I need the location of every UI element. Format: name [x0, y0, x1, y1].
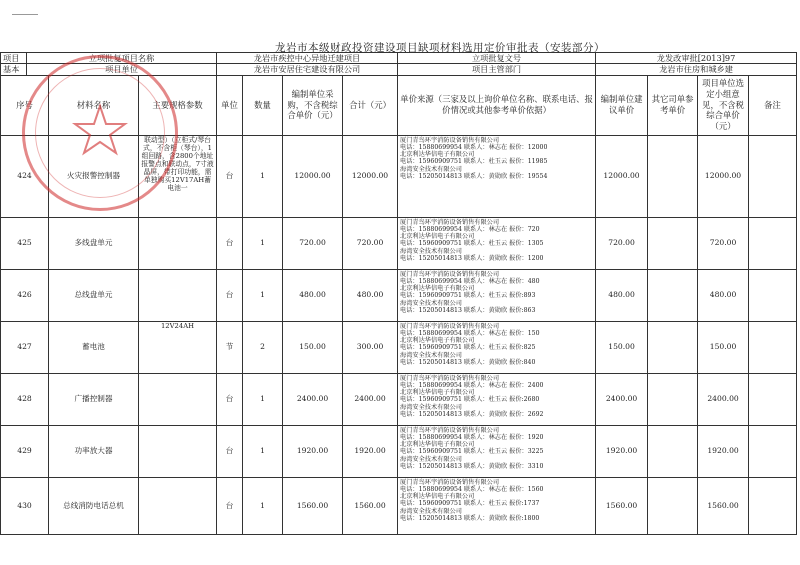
header-field-label: 项目主管部门 — [398, 64, 596, 75]
unit-cell: 台 — [217, 477, 243, 534]
reference-price-cell — [648, 477, 698, 534]
column-header: 序号 — [1, 75, 49, 135]
supervising-department: 龙岩市住房和城乡建 — [596, 64, 797, 75]
material-name: 总线消防电话总机 — [49, 477, 139, 534]
price-source-cell — [398, 217, 596, 269]
unit-cell: 台 — [217, 373, 243, 425]
quantity-cell: 1 — [243, 477, 283, 534]
unit-cell: 台 — [217, 269, 243, 321]
pricing-approval-table — [0, 52, 797, 535]
source-line: 北京利达华信电子有限公司 — [400, 233, 475, 241]
form-title: 龙岩市本级财政投资建设项目缺项材料选用定价审批表（安装部分） — [275, 42, 605, 54]
suggested-price-cell: 480.00 — [596, 269, 648, 321]
selected-price-cell: 1560.00 — [698, 477, 749, 534]
quantity-cell: 1 — [243, 425, 283, 477]
header-row-1 — [1, 53, 797, 64]
selected-price-cell: 150.00 — [698, 321, 749, 373]
project-unit: 龙岩市安居住宅建设有限公司 — [217, 64, 398, 75]
project-name: 龙岩市疾控中心异地迁建项目 — [217, 53, 398, 64]
unit-cell: 台 — [217, 425, 243, 477]
price-source-cell — [398, 321, 596, 373]
source-line: 电话：15960909751 联系人：杜玉云 报价：3225 — [400, 448, 544, 456]
material-spec: 联动型）（立柜式/琴台式，不含柜（琴台），1组回路，含2800个地址报警点和联动点，7寸液晶屏，带打印功能，需单独购买12V17AH蓄电池一 — [139, 135, 217, 217]
total-cell: 480.00 — [343, 269, 398, 321]
column-header: 其它司单参考单价 — [648, 75, 698, 135]
material-spec — [139, 269, 217, 321]
source-line: 电话：15880699954 联系人：林志在 报价：12000 — [400, 143, 548, 151]
total-cell: 12000.00 — [343, 135, 398, 217]
row-seq: 425 — [1, 217, 49, 269]
source-line: 海湾安全技术有限公司 — [400, 455, 462, 463]
unit-price-cell: 1560.00 — [283, 477, 343, 534]
source-line: 海湾安全技术有限公司 — [400, 165, 462, 173]
header-field-label: 项目单位 — [27, 64, 217, 75]
note-cell — [749, 135, 797, 217]
source-line: 电话：15960909751 联系人：杜玉云 报价:1737 — [400, 500, 540, 508]
unit-cell: 节 — [217, 321, 243, 373]
source-line: 电话：15205014813 联系人：黄勋欣 报价:840 — [400, 359, 536, 367]
material-spec — [139, 477, 217, 534]
column-header: 材料名称 — [49, 75, 139, 135]
price-source-cell — [398, 135, 596, 217]
material-spec — [139, 373, 217, 425]
source-line: 电话：15960909751 联系人：杜玉云 报价:2680 — [400, 396, 540, 404]
unit-price-cell: 150.00 — [283, 321, 343, 373]
material-spec — [139, 425, 217, 477]
row-seq: 429 — [1, 425, 49, 477]
price-source-cell — [398, 425, 596, 477]
scan-mark — [12, 14, 38, 21]
quantity-cell: 1 — [243, 269, 283, 321]
column-header: 编制单位采购，不含税综合单价（元） — [283, 75, 343, 135]
quantity-cell: 1 — [243, 217, 283, 269]
reference-price-cell — [648, 269, 698, 321]
header-row-2 — [1, 64, 797, 75]
table-row — [1, 217, 797, 269]
table-row — [1, 425, 797, 477]
price-source-cell — [398, 269, 596, 321]
quantity-cell: 1 — [243, 373, 283, 425]
note-cell — [749, 217, 797, 269]
total-cell: 1560.00 — [343, 477, 398, 534]
suggested-price-cell: 1920.00 — [596, 425, 648, 477]
material-name: 蓄电池 — [49, 321, 139, 373]
source-line: 海湾安全技术有限公司 — [400, 351, 462, 359]
reference-price-cell — [648, 135, 698, 217]
column-header: 备注 — [749, 75, 797, 135]
total-cell: 720.00 — [343, 217, 398, 269]
column-header: 单价来源（三家及以上询价单位名称、联系电话、报价情况或其他参考单价依据） — [398, 75, 596, 135]
source-line: 北京利达华信电子有限公司 — [400, 441, 475, 449]
source-line: 厦门青鸟环宇消防设备销售有限公司 — [400, 478, 500, 486]
total-cell: 2400.00 — [343, 373, 398, 425]
note-cell — [749, 321, 797, 373]
reference-price-cell — [648, 373, 698, 425]
column-header-row — [1, 75, 797, 135]
quantity-cell: 1 — [243, 135, 283, 217]
total-cell: 1920.00 — [343, 425, 398, 477]
source-line: 电话：15205014813 联系人：黄勋欣 报价：19554 — [400, 173, 548, 181]
suggested-price-cell: 150.00 — [596, 321, 648, 373]
row-seq: 426 — [1, 269, 49, 321]
source-line: 北京利达华信电子有限公司 — [400, 151, 475, 159]
source-line: 电话：15960909751 联系人：杜玉云 报价：1305 — [400, 240, 544, 248]
selected-price-cell: 720.00 — [698, 217, 749, 269]
column-header: 主要规格参数 — [139, 75, 217, 135]
source-line: 电话：15205014813 联系人：黄勋欣 报价:1800 — [400, 515, 540, 523]
note-cell — [749, 373, 797, 425]
selected-price-cell: 1920.00 — [698, 425, 749, 477]
source-line: 北京利达华信电子有限公司 — [400, 389, 475, 397]
source-line: 厦门青鸟环宇消防设备销售有限公司 — [400, 136, 500, 144]
source-line: 电话：15205014813 联系人：黄勋欣 报价：3310 — [400, 463, 544, 471]
column-header: 项目单位选定小组意见，不含税综合单价（元） — [698, 75, 749, 135]
source-line: 北京利达华信电子有限公司 — [400, 493, 475, 501]
selected-price-cell: 2400.00 — [698, 373, 749, 425]
total-cell: 300.00 — [343, 321, 398, 373]
source-line: 电话：15880699954 联系人：林志在 报价：2400 — [400, 381, 544, 389]
header-label: 基本 — [1, 64, 27, 75]
note-cell — [749, 425, 797, 477]
source-line: 北京利达华信电子有限公司 — [400, 337, 475, 345]
source-line: 厦门青鸟环宇消防设备销售有限公司 — [400, 374, 500, 382]
row-seq: 427 — [1, 321, 49, 373]
reference-price-cell — [648, 217, 698, 269]
source-line: 电话：15960909751 联系人：杜玉云 报价：11985 — [400, 158, 548, 166]
source-line: 厦门青鸟环宇消防设备销售有限公司 — [400, 426, 500, 434]
unit-price-cell: 1920.00 — [283, 425, 343, 477]
column-header: 编制单位建议单价 — [596, 75, 648, 135]
source-line: 厦门青鸟环宇消防设备销售有限公司 — [400, 322, 500, 330]
source-line: 海湾安全技术有限公司 — [400, 299, 462, 307]
source-line: 电话：15205014813 联系人：黄勋欣 报价:863 — [400, 307, 536, 315]
unit-price-cell: 720.00 — [283, 217, 343, 269]
unit-cell: 台 — [217, 135, 243, 217]
material-name: 总线盘单元 — [49, 269, 139, 321]
note-cell — [749, 269, 797, 321]
reference-price-cell — [648, 321, 698, 373]
source-line: 电话：15880699954 联系人：林志在 报价：1560 — [400, 485, 544, 493]
column-header: 单位 — [217, 75, 243, 135]
reference-price-cell — [648, 425, 698, 477]
row-seq: 424 — [1, 135, 49, 217]
approval-number: 龙发改审批[2013]97 — [596, 53, 797, 64]
header-field-label: 立项批复项目名称 — [27, 53, 217, 64]
column-header: 合计（元） — [343, 75, 398, 135]
suggested-price-cell: 12000.00 — [596, 135, 648, 217]
source-line: 厦门青鸟环宇消防设备销售有限公司 — [400, 218, 500, 226]
material-spec — [139, 217, 217, 269]
material-spec: 12V24AH — [139, 321, 217, 373]
selected-price-cell: 480.00 — [698, 269, 749, 321]
row-seq: 428 — [1, 373, 49, 425]
source-line: 厦门青鸟环宇消防设备销售有限公司 — [400, 270, 500, 278]
row-seq: 430 — [1, 477, 49, 534]
material-name: 广播控制器 — [49, 373, 139, 425]
selected-price-cell: 12000.00 — [698, 135, 749, 217]
source-line: 海湾安全技术有限公司 — [400, 507, 462, 515]
source-line: 电话：15205014813 联系人：黄勋欣 报价：1200 — [400, 255, 544, 263]
unit-cell: 台 — [217, 217, 243, 269]
header-field-label: 立项批复文号 — [398, 53, 596, 64]
unit-price-cell: 2400.00 — [283, 373, 343, 425]
source-line: 电话：15880699954 联系人：林志在 报价：1920 — [400, 433, 544, 441]
price-source-cell — [398, 373, 596, 425]
note-cell — [749, 477, 797, 534]
table-row — [1, 321, 797, 373]
material-name: 多线盘单元 — [49, 217, 139, 269]
suggested-price-cell: 720.00 — [596, 217, 648, 269]
quantity-cell: 2 — [243, 321, 283, 373]
suggested-price-cell: 2400.00 — [596, 373, 648, 425]
table-row — [1, 269, 797, 321]
source-line: 电话：15205014813 联系人：黄勋欣 报价：2692 — [400, 411, 544, 419]
table-row — [1, 477, 797, 534]
header-label: 项目 — [1, 53, 27, 64]
table-row — [1, 373, 797, 425]
column-header: 数量 — [243, 75, 283, 135]
source-line: 北京利达华信电子有限公司 — [400, 285, 475, 293]
suggested-price-cell: 1560.00 — [596, 477, 648, 534]
unit-price-cell: 12000.00 — [283, 135, 343, 217]
price-source-cell — [398, 477, 596, 534]
source-line: 海湾安全技术有限公司 — [400, 247, 462, 255]
material-name: 火灾报警控制器 — [49, 135, 139, 217]
source-line: 海湾安全技术有限公司 — [400, 403, 462, 411]
source-line: 电话：15960909751 联系人：杜玉云 报价:893 — [400, 292, 536, 300]
source-line: 电话：15880699954 联系人：林志在 报价：150 — [400, 329, 540, 337]
source-line: 电话：15880699954 联系人：林志在 报价：720 — [400, 225, 540, 233]
material-name: 功率放大器 — [49, 425, 139, 477]
source-line: 电话：15960909751 联系人：杜玉云 报价:825 — [400, 344, 536, 352]
table-row — [1, 135, 797, 217]
unit-price-cell: 480.00 — [283, 269, 343, 321]
source-line: 电话：15880699954 联系人：林志在 报价：480 — [400, 277, 540, 285]
